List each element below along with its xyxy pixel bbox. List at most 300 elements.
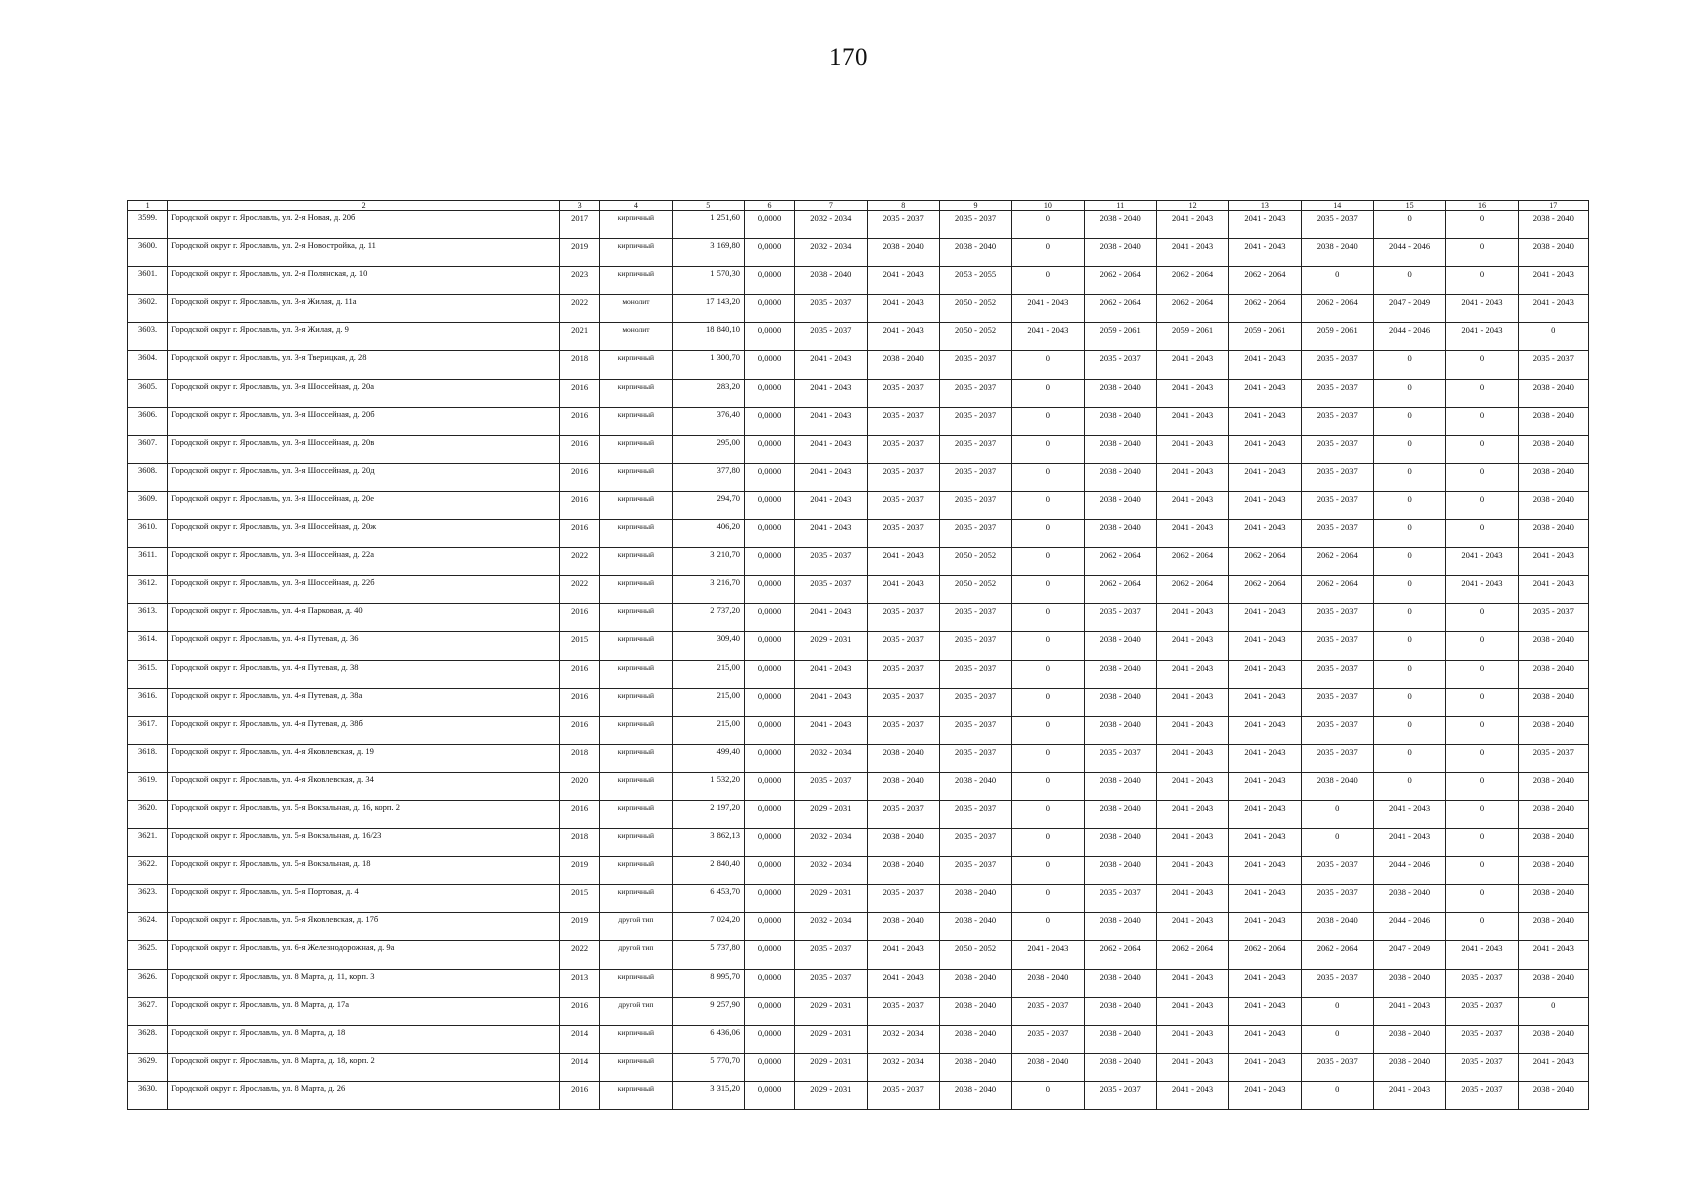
cell-period-11: 2038 - 2040: [1084, 716, 1156, 744]
cell-year: 2018: [560, 829, 600, 857]
cell-period-12: 2041 - 2043: [1156, 772, 1228, 800]
cell-period-10: 2035 - 2037: [1012, 997, 1084, 1025]
table-row: [128, 885, 1589, 913]
cell-wall-material: кирпичный: [600, 407, 672, 435]
cell-period-17: 2035 - 2037: [1518, 604, 1588, 632]
cell-wall-material: кирпичный: [600, 576, 672, 604]
cell-period-8: 2035 - 2037: [867, 211, 939, 239]
cell-period-15: 0: [1373, 407, 1445, 435]
cell-period-10: 0: [1012, 548, 1084, 576]
cell-period-10: 0: [1012, 604, 1084, 632]
cell-period-17: 2038 - 2040: [1518, 913, 1588, 941]
cell-period-9: 2035 - 2037: [939, 211, 1011, 239]
table-row: [128, 716, 1589, 744]
cell-address: Городской округ г. Ярославль, ул. 3-я Жилая, д. 9: [168, 323, 560, 351]
table-row: [128, 744, 1589, 772]
cell-period-17: 2038 - 2040: [1518, 1025, 1588, 1053]
cell-period-14: 2035 - 2037: [1301, 632, 1373, 660]
cell-year: 2018: [560, 744, 600, 772]
cell-period-9: 2035 - 2037: [939, 660, 1011, 688]
cell-period-7: 2029 - 2031: [795, 632, 867, 660]
cell-coefficient: 0,0000: [744, 379, 794, 407]
cell-period-17: 2041 - 2043: [1518, 1053, 1588, 1081]
cell-year: 2016: [560, 520, 600, 548]
cell-period-8: 2038 - 2040: [867, 772, 939, 800]
cell-address: Городской округ г. Ярославль, ул. 3-я Тверицкая, д. 28: [168, 351, 560, 379]
cell-period-7: 2041 - 2043: [795, 491, 867, 519]
cell-period-9: 2050 - 2052: [939, 576, 1011, 604]
cell-period-14: 2035 - 2037: [1301, 520, 1373, 548]
cell-period-11: 2038 - 2040: [1084, 520, 1156, 548]
cell-period-13: 2041 - 2043: [1229, 351, 1301, 379]
cell-coefficient: 0,0000: [744, 463, 794, 491]
table-row: [128, 604, 1589, 632]
cell-period-7: 2041 - 2043: [795, 379, 867, 407]
cell-period-16: 0: [1446, 604, 1518, 632]
cell-period-13: 2041 - 2043: [1229, 520, 1301, 548]
cell-wall-material: кирпичный: [600, 379, 672, 407]
cell-period-11: 2038 - 2040: [1084, 800, 1156, 828]
cell-wall-material: кирпичный: [600, 239, 672, 267]
table-row: [128, 1081, 1589, 1109]
cell-wall-material: другой тип: [600, 913, 672, 941]
cell-period-8: 2032 - 2034: [867, 1053, 939, 1081]
cell-wall-material: кирпичный: [600, 1025, 672, 1053]
cell-period-11: 2038 - 2040: [1084, 857, 1156, 885]
cell-period-17: 2038 - 2040: [1518, 857, 1588, 885]
cell-period-10: 2041 - 2043: [1012, 323, 1084, 351]
cell-wall-material: кирпичный: [600, 351, 672, 379]
header-row: [128, 201, 1589, 211]
table-row: [128, 857, 1589, 885]
cell-year: 2019: [560, 857, 600, 885]
cell-coefficient: 0,0000: [744, 744, 794, 772]
table-row: [128, 267, 1589, 295]
cell-period-12: 2062 - 2064: [1156, 295, 1228, 323]
cell-period-17: 2038 - 2040: [1518, 435, 1588, 463]
cell-period-16: 0: [1446, 744, 1518, 772]
cell-period-17: 2035 - 2037: [1518, 744, 1588, 772]
cell-period-7: 2035 - 2037: [795, 772, 867, 800]
cell-period-15: 2041 - 2043: [1373, 829, 1445, 857]
cell-address: Городской округ г. Ярославль, ул. 3-я Шоссейная, д. 20б: [168, 407, 560, 435]
cell-period-7: 2041 - 2043: [795, 604, 867, 632]
cell-period-13: 2041 - 2043: [1229, 913, 1301, 941]
cell-period-16: 0: [1446, 407, 1518, 435]
table-row: [128, 969, 1589, 997]
cell-period-8: 2035 - 2037: [867, 997, 939, 1025]
cell-row-number: 3614.: [128, 632, 168, 660]
cell-row-number: 3601.: [128, 267, 168, 295]
cell-coefficient: 0,0000: [744, 239, 794, 267]
cell-period-14: 2035 - 2037: [1301, 407, 1373, 435]
cell-period-10: 0: [1012, 576, 1084, 604]
cell-period-17: 2038 - 2040: [1518, 800, 1588, 828]
cell-period-8: 2035 - 2037: [867, 491, 939, 519]
table-row: [128, 1053, 1589, 1081]
cell-period-13: 2041 - 2043: [1229, 688, 1301, 716]
cell-address: Городской округ г. Ярославль, ул. 3-я Шоссейная, д. 20а: [168, 379, 560, 407]
cell-year: 2019: [560, 239, 600, 267]
cell-period-15: 2041 - 2043: [1373, 997, 1445, 1025]
cell-coefficient: 0,0000: [744, 211, 794, 239]
cell-row-number: 3616.: [128, 688, 168, 716]
cell-year: 2016: [560, 435, 600, 463]
cell-row-number: 3604.: [128, 351, 168, 379]
cell-row-number: 3609.: [128, 491, 168, 519]
column-header-16: 16: [1446, 201, 1518, 211]
cell-address: Городской округ г. Ярославль, ул. 2-я Новостройка, д. 11: [168, 239, 560, 267]
cell-wall-material: кирпичный: [600, 800, 672, 828]
cell-period-10: 2038 - 2040: [1012, 969, 1084, 997]
cell-year: 2016: [560, 463, 600, 491]
cell-period-13: 2041 - 2043: [1229, 744, 1301, 772]
cell-period-8: 2035 - 2037: [867, 520, 939, 548]
cell-area: 376,40: [672, 407, 744, 435]
cell-period-15: 0: [1373, 688, 1445, 716]
cell-year: 2016: [560, 379, 600, 407]
cell-row-number: 3622.: [128, 857, 168, 885]
cell-period-16: 0: [1446, 267, 1518, 295]
cell-period-17: 2041 - 2043: [1518, 548, 1588, 576]
cell-period-14: 2062 - 2064: [1301, 576, 1373, 604]
cell-period-7: 2041 - 2043: [795, 520, 867, 548]
cell-period-13: 2041 - 2043: [1229, 857, 1301, 885]
cell-period-9: 2035 - 2037: [939, 744, 1011, 772]
cell-wall-material: кирпичный: [600, 688, 672, 716]
cell-period-17: 0: [1518, 323, 1588, 351]
cell-row-number: 3628.: [128, 1025, 168, 1053]
cell-year: 2018: [560, 351, 600, 379]
cell-period-16: 0: [1446, 211, 1518, 239]
cell-period-13: 2041 - 2043: [1229, 379, 1301, 407]
cell-period-9: 2038 - 2040: [939, 885, 1011, 913]
cell-coefficient: 0,0000: [744, 1081, 794, 1109]
cell-row-number: 3625.: [128, 941, 168, 969]
cell-period-10: 0: [1012, 379, 1084, 407]
cell-period-17: 2038 - 2040: [1518, 379, 1588, 407]
cell-period-14: 2035 - 2037: [1301, 1053, 1373, 1081]
cell-period-8: 2035 - 2037: [867, 632, 939, 660]
cell-period-10: 2038 - 2040: [1012, 1053, 1084, 1081]
cell-period-12: 2062 - 2064: [1156, 548, 1228, 576]
cell-period-13: 2041 - 2043: [1229, 716, 1301, 744]
cell-period-8: 2038 - 2040: [867, 351, 939, 379]
column-header-7: 7: [795, 201, 867, 211]
cell-period-7: 2029 - 2031: [795, 800, 867, 828]
cell-area: 499,40: [672, 744, 744, 772]
cell-period-16: 2041 - 2043: [1446, 941, 1518, 969]
cell-wall-material: кирпичный: [600, 435, 672, 463]
cell-period-16: 0: [1446, 520, 1518, 548]
cell-period-17: 2038 - 2040: [1518, 772, 1588, 800]
cell-period-17: 2038 - 2040: [1518, 520, 1588, 548]
cell-row-number: 3612.: [128, 576, 168, 604]
cell-period-9: 2035 - 2037: [939, 800, 1011, 828]
cell-period-16: 2041 - 2043: [1446, 295, 1518, 323]
cell-period-15: 2044 - 2046: [1373, 857, 1445, 885]
cell-coefficient: 0,0000: [744, 800, 794, 828]
cell-wall-material: кирпичный: [600, 1081, 672, 1109]
cell-wall-material: кирпичный: [600, 660, 672, 688]
cell-coefficient: 0,0000: [744, 576, 794, 604]
cell-period-16: 2041 - 2043: [1446, 323, 1518, 351]
cell-row-number: 3610.: [128, 520, 168, 548]
cell-period-14: 2035 - 2037: [1301, 969, 1373, 997]
cell-period-8: 2035 - 2037: [867, 885, 939, 913]
cell-period-7: 2041 - 2043: [795, 716, 867, 744]
cell-area: 9 257,90: [672, 997, 744, 1025]
cell-period-8: 2041 - 2043: [867, 969, 939, 997]
cell-period-14: 2035 - 2037: [1301, 716, 1373, 744]
table-row: [128, 800, 1589, 828]
cell-period-15: 0: [1373, 379, 1445, 407]
cell-address: Городской округ г. Ярославль, ул. 6-я Железнодорожная, д. 9а: [168, 941, 560, 969]
cell-area: 309,40: [672, 632, 744, 660]
cell-year: 2023: [560, 267, 600, 295]
cell-period-10: 0: [1012, 1081, 1084, 1109]
cell-address: Городской округ г. Ярославль, ул. 3-я Шоссейная, д. 22б: [168, 576, 560, 604]
cell-period-13: 2041 - 2043: [1229, 1025, 1301, 1053]
cell-area: 3 169,80: [672, 239, 744, 267]
cell-area: 18 840,10: [672, 323, 744, 351]
cell-period-10: 0: [1012, 211, 1084, 239]
cell-wall-material: кирпичный: [600, 211, 672, 239]
cell-period-11: 2035 - 2037: [1084, 885, 1156, 913]
cell-period-15: 0: [1373, 772, 1445, 800]
cell-period-11: 2038 - 2040: [1084, 239, 1156, 267]
cell-address: Городской округ г. Ярославль, ул. 3-я Жилая, д. 11а: [168, 295, 560, 323]
cell-row-number: 3623.: [128, 885, 168, 913]
cell-coefficient: 0,0000: [744, 660, 794, 688]
cell-period-10: 2041 - 2043: [1012, 941, 1084, 969]
cell-period-9: 2038 - 2040: [939, 997, 1011, 1025]
cell-period-15: 0: [1373, 576, 1445, 604]
cell-row-number: 3607.: [128, 435, 168, 463]
cell-period-9: 2050 - 2052: [939, 941, 1011, 969]
cell-period-10: 0: [1012, 632, 1084, 660]
cell-area: 8 995,70: [672, 969, 744, 997]
cell-period-17: 2038 - 2040: [1518, 239, 1588, 267]
cell-coefficient: 0,0000: [744, 604, 794, 632]
cell-wall-material: монолит: [600, 323, 672, 351]
table-row: [128, 295, 1589, 323]
cell-period-14: 2035 - 2037: [1301, 351, 1373, 379]
table-row: [128, 660, 1589, 688]
cell-period-16: 2035 - 2037: [1446, 969, 1518, 997]
cell-period-14: 2062 - 2064: [1301, 941, 1373, 969]
cell-period-13: 2041 - 2043: [1229, 1053, 1301, 1081]
cell-wall-material: кирпичный: [600, 857, 672, 885]
cell-period-9: 2035 - 2037: [939, 491, 1011, 519]
column-header-17: 17: [1518, 201, 1588, 211]
cell-period-7: 2041 - 2043: [795, 351, 867, 379]
cell-period-11: 2038 - 2040: [1084, 969, 1156, 997]
cell-row-number: 3624.: [128, 913, 168, 941]
cell-year: 2016: [560, 997, 600, 1025]
cell-coefficient: 0,0000: [744, 913, 794, 941]
table-row: [128, 576, 1589, 604]
cell-period-16: 0: [1446, 885, 1518, 913]
cell-period-10: 0: [1012, 800, 1084, 828]
cell-period-14: 0: [1301, 1025, 1373, 1053]
cell-period-11: 2062 - 2064: [1084, 267, 1156, 295]
cell-period-7: 2035 - 2037: [795, 969, 867, 997]
cell-period-8: 2041 - 2043: [867, 295, 939, 323]
cell-address: Городской округ г. Ярославль, ул. 4-я Яковлевская, д. 34: [168, 772, 560, 800]
cell-row-number: 3615.: [128, 660, 168, 688]
cell-address: Городской округ г. Ярославль, ул. 2-я Новая, д. 20б: [168, 211, 560, 239]
cell-period-16: 0: [1446, 913, 1518, 941]
cell-coefficient: 0,0000: [744, 857, 794, 885]
column-header-11: 11: [1084, 201, 1156, 211]
cell-period-10: 0: [1012, 688, 1084, 716]
cell-year: 2022: [560, 548, 600, 576]
cell-area: 3 862,13: [672, 829, 744, 857]
cell-year: 2016: [560, 660, 600, 688]
cell-period-15: 2038 - 2040: [1373, 885, 1445, 913]
cell-period-16: 0: [1446, 435, 1518, 463]
cell-period-10: 0: [1012, 913, 1084, 941]
cell-period-13: 2059 - 2061: [1229, 323, 1301, 351]
cell-period-14: 2035 - 2037: [1301, 857, 1373, 885]
cell-period-13: 2041 - 2043: [1229, 491, 1301, 519]
cell-period-8: 2038 - 2040: [867, 239, 939, 267]
table-row: [128, 997, 1589, 1025]
cell-period-13: 2062 - 2064: [1229, 267, 1301, 295]
cell-period-15: 2044 - 2046: [1373, 239, 1445, 267]
cell-period-8: 2035 - 2037: [867, 660, 939, 688]
cell-period-17: 2038 - 2040: [1518, 1081, 1588, 1109]
cell-coefficient: 0,0000: [744, 632, 794, 660]
cell-period-15: 0: [1373, 632, 1445, 660]
cell-period-15: 0: [1373, 604, 1445, 632]
cell-period-14: 2035 - 2037: [1301, 463, 1373, 491]
cell-period-15: 0: [1373, 211, 1445, 239]
cell-period-13: 2062 - 2064: [1229, 576, 1301, 604]
cell-period-17: 2038 - 2040: [1518, 716, 1588, 744]
cell-period-13: 2041 - 2043: [1229, 239, 1301, 267]
cell-area: 1 570,30: [672, 267, 744, 295]
cell-period-16: 2041 - 2043: [1446, 548, 1518, 576]
cell-period-15: 2041 - 2043: [1373, 800, 1445, 828]
cell-area: 377,80: [672, 463, 744, 491]
cell-period-13: 2041 - 2043: [1229, 463, 1301, 491]
cell-period-7: 2035 - 2037: [795, 295, 867, 323]
cell-year: 2016: [560, 407, 600, 435]
page-number: 170: [829, 44, 868, 71]
cell-period-13: 2062 - 2064: [1229, 941, 1301, 969]
cell-row-number: 3608.: [128, 463, 168, 491]
cell-address: Городской округ г. Ярославль, ул. 8 Марта, д. 26: [168, 1081, 560, 1109]
cell-period-12: 2041 - 2043: [1156, 463, 1228, 491]
cell-period-14: 2038 - 2040: [1301, 239, 1373, 267]
cell-period-15: 0: [1373, 520, 1445, 548]
cell-period-7: 2032 - 2034: [795, 744, 867, 772]
cell-row-number: 3621.: [128, 829, 168, 857]
cell-period-11: 2038 - 2040: [1084, 997, 1156, 1025]
cell-period-12: 2041 - 2043: [1156, 604, 1228, 632]
cell-period-12: 2062 - 2064: [1156, 941, 1228, 969]
cell-coefficient: 0,0000: [744, 1025, 794, 1053]
cell-period-9: 2035 - 2037: [939, 632, 1011, 660]
table-row: [128, 351, 1589, 379]
cell-period-7: 2041 - 2043: [795, 463, 867, 491]
cell-period-15: 2044 - 2046: [1373, 323, 1445, 351]
cell-period-15: 0: [1373, 491, 1445, 519]
cell-period-9: 2038 - 2040: [939, 1081, 1011, 1109]
cell-wall-material: монолит: [600, 295, 672, 323]
cell-period-12: 2041 - 2043: [1156, 716, 1228, 744]
cell-period-7: 2035 - 2037: [795, 941, 867, 969]
cell-address: Городской округ г. Ярославль, ул. 5-я Вокзальная, д. 16, корп. 2: [168, 800, 560, 828]
table-row: [128, 548, 1589, 576]
cell-period-8: 2035 - 2037: [867, 604, 939, 632]
cell-period-12: 2041 - 2043: [1156, 520, 1228, 548]
cell-period-9: 2050 - 2052: [939, 323, 1011, 351]
cell-period-9: 2050 - 2052: [939, 295, 1011, 323]
cell-period-17: 2041 - 2043: [1518, 267, 1588, 295]
cell-period-15: 0: [1373, 267, 1445, 295]
cell-year: 2022: [560, 295, 600, 323]
cell-period-17: 2038 - 2040: [1518, 491, 1588, 519]
table-row: [128, 407, 1589, 435]
cell-address: Городской округ г. Ярославль, ул. 2-я Полянская, д. 10: [168, 267, 560, 295]
cell-period-7: 2029 - 2031: [795, 1053, 867, 1081]
cell-period-16: 2035 - 2037: [1446, 1081, 1518, 1109]
cell-period-14: 2035 - 2037: [1301, 211, 1373, 239]
cell-period-10: 0: [1012, 744, 1084, 772]
cell-period-8: 2038 - 2040: [867, 829, 939, 857]
cell-address: Городской округ г. Ярославль, ул. 8 Марта, д. 18, корп. 2: [168, 1053, 560, 1081]
cell-area: 215,00: [672, 716, 744, 744]
table-row: [128, 941, 1589, 969]
cell-wall-material: кирпичный: [600, 548, 672, 576]
cell-period-15: 0: [1373, 351, 1445, 379]
cell-period-13: 2041 - 2043: [1229, 211, 1301, 239]
column-header-2: 2: [168, 201, 560, 211]
cell-address: Городской округ г. Ярославль, ул. 4-я Путевая, д. 38а: [168, 688, 560, 716]
cell-period-8: 2041 - 2043: [867, 941, 939, 969]
cell-period-9: 2035 - 2037: [939, 716, 1011, 744]
cell-year: 2022: [560, 576, 600, 604]
cell-wall-material: другой тип: [600, 941, 672, 969]
cell-wall-material: другой тип: [600, 997, 672, 1025]
cell-address: Городской округ г. Ярославль, ул. 3-я Шоссейная, д. 20д: [168, 463, 560, 491]
cell-period-12: 2041 - 2043: [1156, 407, 1228, 435]
cell-period-9: 2035 - 2037: [939, 688, 1011, 716]
cell-period-7: 2041 - 2043: [795, 660, 867, 688]
cell-period-9: 2035 - 2037: [939, 379, 1011, 407]
cell-address: Городской округ г. Ярославль, ул. 4-я Путевая, д. 38: [168, 660, 560, 688]
cell-period-12: 2041 - 2043: [1156, 435, 1228, 463]
cell-period-11: 2038 - 2040: [1084, 688, 1156, 716]
cell-period-15: 2044 - 2046: [1373, 913, 1445, 941]
cell-period-13: 2041 - 2043: [1229, 997, 1301, 1025]
cell-year: 2019: [560, 913, 600, 941]
cell-period-8: 2035 - 2037: [867, 716, 939, 744]
cell-address: Городской округ г. Ярославль, ул. 5-я Портовая, д. 4: [168, 885, 560, 913]
cell-period-14: 2035 - 2037: [1301, 435, 1373, 463]
cell-period-16: 2035 - 2037: [1446, 1025, 1518, 1053]
cell-period-13: 2062 - 2064: [1229, 548, 1301, 576]
cell-period-9: 2050 - 2052: [939, 548, 1011, 576]
column-header-1: 1: [128, 201, 168, 211]
cell-period-8: 2035 - 2037: [867, 379, 939, 407]
cell-period-7: 2032 - 2034: [795, 857, 867, 885]
cell-address: Городской округ г. Ярославль, ул. 4-я Яковлевская, д. 19: [168, 744, 560, 772]
cell-period-7: 2035 - 2037: [795, 323, 867, 351]
